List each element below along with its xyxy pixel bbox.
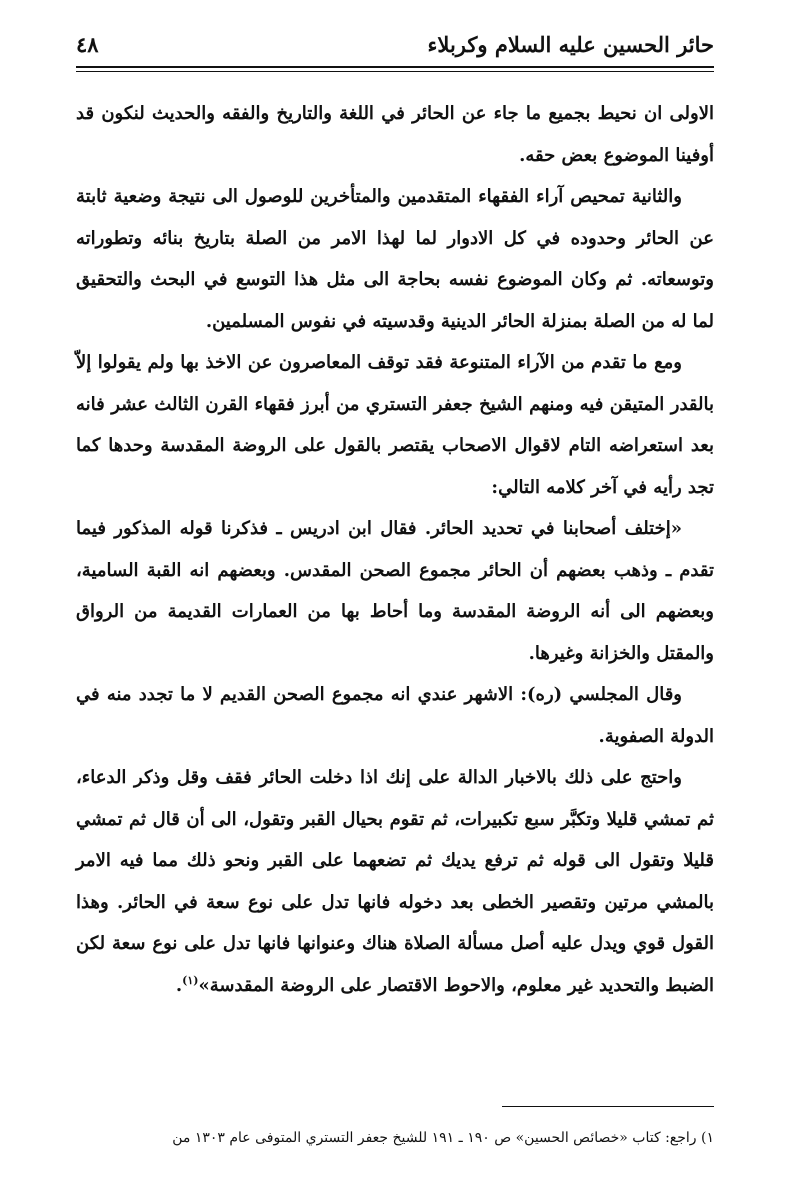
header-title: حائر الحسين عليه السلام وكربلاء (427, 32, 714, 57)
paragraph-1: الاولى ان نحيط بجميع ما جاء عن الحائر في اللغة والتاريخ والفقه والحديث لنكون قد أوفينا الموضوع بعض حقه. (76, 103, 714, 166)
body-text (76, 93, 714, 1006)
header-rule-thick (76, 66, 714, 68)
footnote-marker[interactable]: (١) (182, 973, 199, 987)
header-rule-thin (76, 71, 714, 72)
footnote-rule (502, 1106, 714, 1107)
running-header (76, 30, 714, 64)
paragraph-2: والثانية تمحيص آراء الفقهاء المتقدمين والمتأخرين للوصول الى نتيجة وضعية ثابتة عن الحائر وحدوده في كل الادوار لما لهذا الامر من الصلة بتاريخ بنائه وتطوراته وتوسعاته. ثم وكان الموضوع نفسه بحاجة الى مثل هذا التوسع في البحث والتحقيق لما له من الصلة بمنزلة الحائر الدينية وقدسيته في نفوس المسلمين. (76, 186, 714, 332)
paragraph-5: وقال المجلسي (ره): الاشهر عندي انه مجموع الصحن القديم لا ما تجدد منه في الدولة الصفوية. (76, 684, 714, 747)
paragraph-3: ومع ما تقدم من الآراء المتنوعة فقد توقف المعاصرون عن الاخذ بها ولم يقولوا إلاّ بالقدر المتيقن فيه ومنهم الشيخ جعفر التستري من أبرز فقهاء القرن الثالث عشر فانه بعد استعراضه التام لاقوال الاصحاب يقتصر بالقول على الروضة المقدسة وحدها كما تجد رأيه في آخر كلامه التالي: (76, 352, 714, 498)
paragraph-4: «إختلف أصحابنا في تحديد الحائر. فقال ابن ادريس ـ فذكرنا قوله المذكور فيما تقدم ـ وذهب بعضهم أن الحائر مجموع الصحن المقدس. وبعضهم انه القبة السامية، وبعضهم الى أنه الروضة المقدسة وما أحاط بها من العمارات القديمة من الرواق والمقتل والخزانة وغيرها. (76, 518, 714, 664)
footnote: ١) راجع: كتاب «خصائص الحسين» ص ١٩٠ ـ ١٩١ للشيخ جعفر التستري المتوفى عام ١٣٠٣ من (172, 1130, 714, 1146)
paragraph-6: واحتج على ذلك بالاخبار الدالة على إنك اذا دخلت الحائر فقف وقل وذكر الدعاء، ثم تمشي قليلا وتكبَّر سبع تكبيرات، ثم تقوم بحيال القبر وتقول، الى أن قال ثم تمشي قليلا وتقول الى قوله ثم ترفع يديك ثم تضعهما على القبر ونحو ذلك مما فيه الامر بالمشي مرتين وتقصير الخطى بعد دخوله فانها تدل على نوع سعة في الحائر. وهذا القول قوي ويدل عليه أصل مسألة الصلاة هناك وعنوانها فانها تدل على نوع سعة لكن الضبط والتحديد غير معلوم، والاحوط الاقتصار على الروضة المقدسة»$^{(١)}$. (76, 767, 714, 996)
paragraph-6-text: واحتج على ذلك بالاخبار الدالة على إنك اذا دخلت الحائر فقف وقل وذكر الدعاء، ثم تمشي قليلا وتكبَّر سبع تكبيرات، ثم تقوم بحيال القبر وتقول، الى أن قال ثم تمشي قليلا وتقول الى قوله ثم ترفع يديك ثم تضعهما على القبر ونحو ذلك مما فيه الامر بالمشي مرتين وتقصير الخطى بعد دخوله فانها تدل على نوع سعة في الحائر. وهذا القول قوي ويدل عليه أصل مسألة الصلاة هناك وعنوانها فانها تدل على نوع سعة لكن الضبط والتحديد غير معلوم، والاحوط الاقتصار على الروضة المقدسة» (76, 767, 714, 996)
page-number: ٤٨ (76, 32, 99, 57)
